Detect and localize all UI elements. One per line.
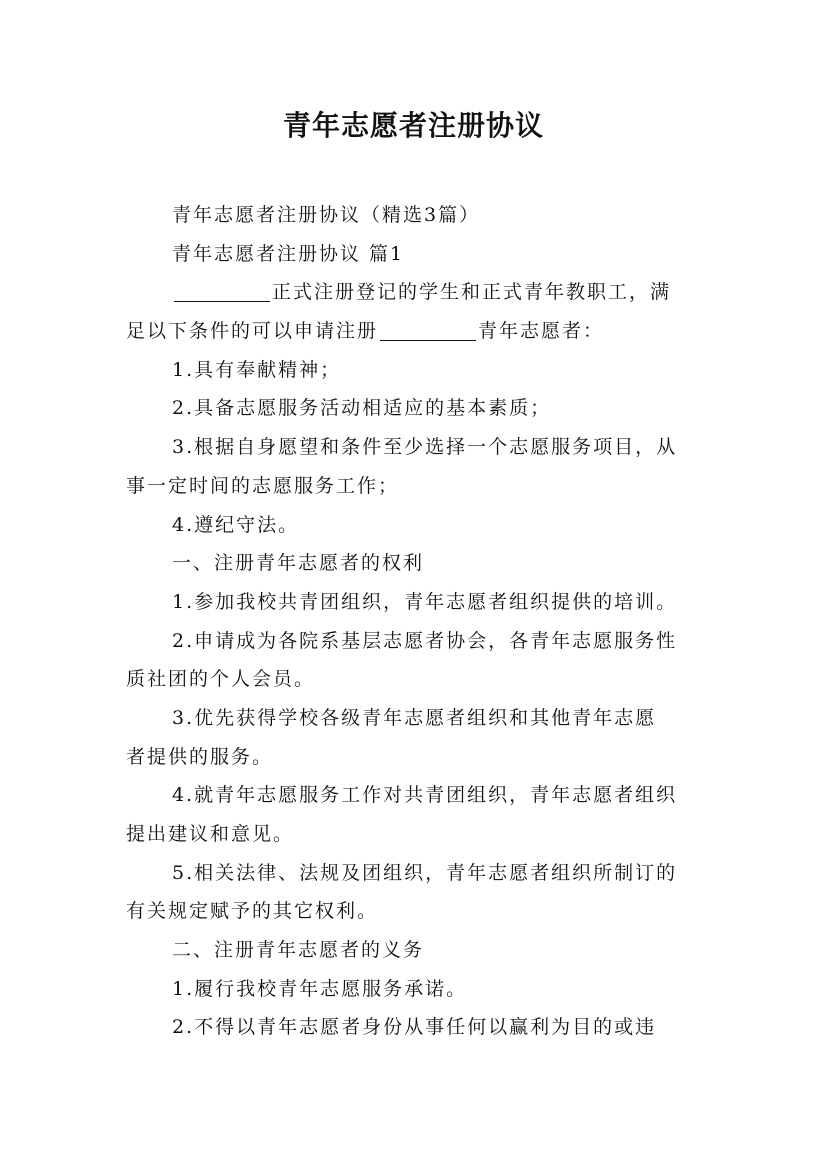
right-1: 1.参加我校共青团组织，青年志愿者组织提供的培训。 <box>172 590 678 613</box>
intro-text-1: 正式注册登记的学生和正式青年教职工，满 <box>272 281 672 304</box>
right-3: 3.优先获得学校各级青年志愿者组织和其他青年志愿 <box>172 706 657 729</box>
intro-line-2 <box>126 312 702 351</box>
intro-text-3: 青年志愿者： <box>478 320 605 343</box>
right-2-cont: 质社团的个人会员。 <box>126 668 316 691</box>
fill-blank-school[interactable] <box>174 281 270 302</box>
fill-blank-org[interactable] <box>380 320 476 341</box>
condition-2: 2.具备志愿服务活动相适应的基本素质； <box>172 397 552 420</box>
subtitle: 青年志愿者注册协议（精选3篇） <box>172 204 481 226</box>
right-4: 4.就青年志愿服务工作对共青团组织，青年志愿者组织 <box>172 784 678 807</box>
condition-3-cont: 事一定时间的志愿服务工作； <box>126 474 400 497</box>
document-body <box>126 196 702 1047</box>
condition-4: 4.遵纪守法。 <box>172 513 300 536</box>
right-5: 5.相关法律、法规及团组织，青年志愿者组织所制订的 <box>172 861 678 884</box>
condition-3: 3.根据自身愿望和条件至少选择一个志愿服务项目，从 <box>172 436 678 459</box>
duty-1: 1.履行我校青年志愿服务承诺。 <box>172 977 468 1000</box>
right-2: 2.申请成为各院系基层志愿者协会，各青年志愿服务性 <box>172 629 678 652</box>
right-3-cont: 者提供的服务。 <box>126 745 274 768</box>
right-5-cont: 有关规定赋予的其它权利。 <box>126 900 379 923</box>
document-title: 青年志愿者注册协议 <box>282 109 544 142</box>
right-4-cont: 提出建议和意见。 <box>126 823 295 845</box>
condition-1: 1.具有奉献精神； <box>172 358 342 381</box>
rights-heading: 一、注册青年志愿者的权利 <box>172 552 425 575</box>
duty-2: 2.不得以青年志愿者身份从事任何以赢利为目的或违 <box>172 1016 657 1039</box>
intro-line-1 <box>126 273 702 312</box>
section-heading: 青年志愿者注册协议 篇1 <box>172 242 405 265</box>
intro-text-2: 足以下条件的可以申请注册 <box>126 320 379 343</box>
duties-heading: 二、注册青年志愿者的义务 <box>172 939 425 962</box>
